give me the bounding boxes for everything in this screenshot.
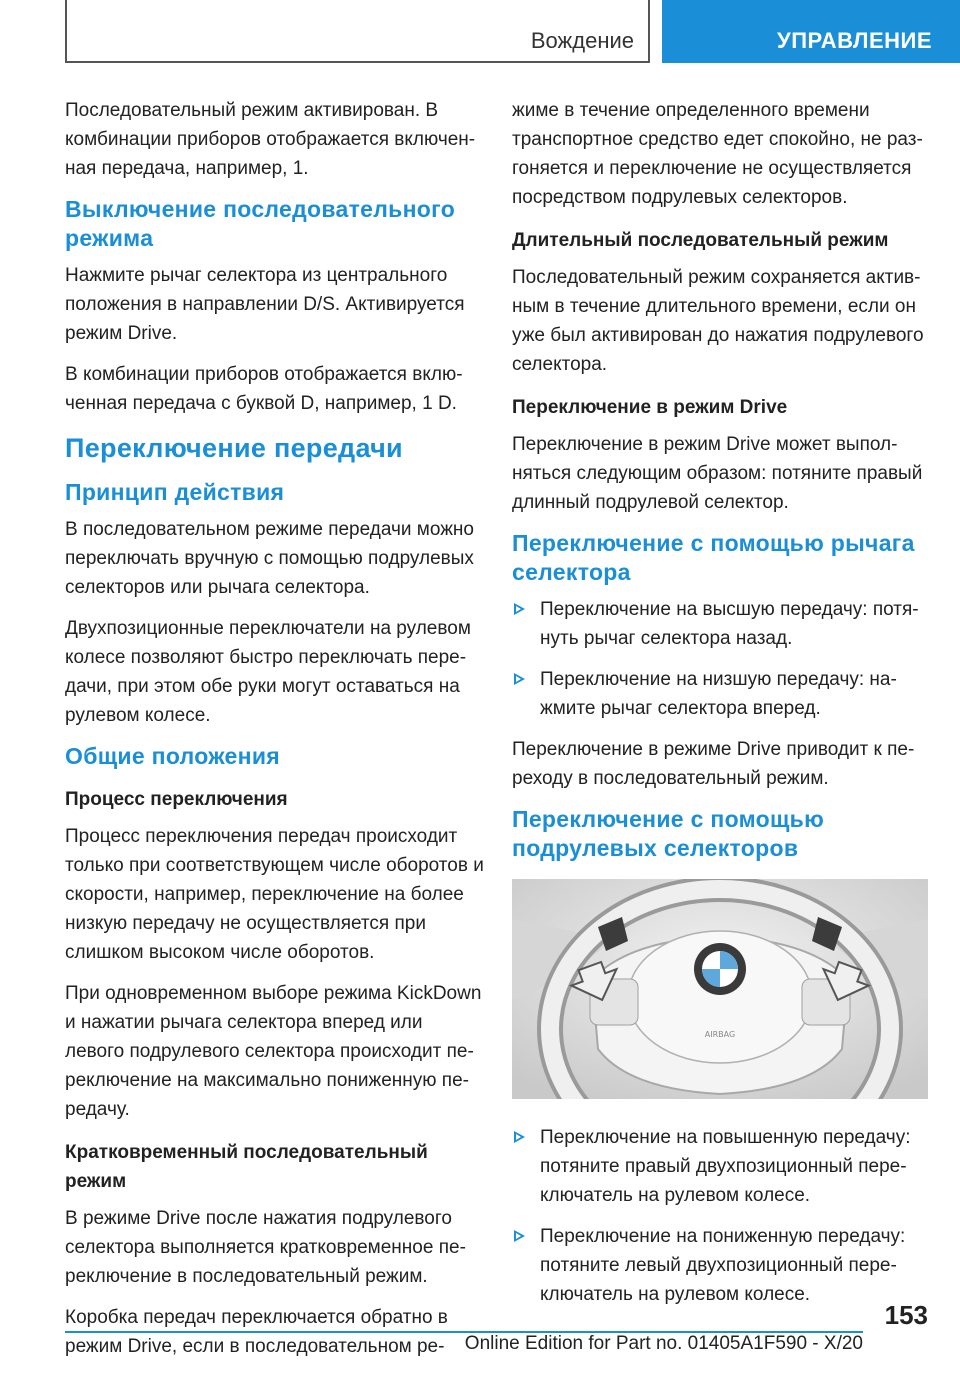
header-section-label: Вождение [530, 28, 634, 53]
paragraph: Коробка передач переключается обратно в режим Drive, если в последовательном ре- [65, 1307, 448, 1357]
steering-wheel-image [512, 879, 928, 1099]
list-item [512, 595, 930, 653]
triangle-bullet-icon [514, 603, 525, 615]
triangle-bullet-icon [514, 1230, 525, 1242]
list-item [512, 1222, 930, 1309]
list-item-text: Переключение на низшую передачу: нажмите рычаг селектора вперед. [540, 669, 897, 719]
footer-edition: Online Edition for Part no. 01405A1F590 - X/20 [464, 1333, 863, 1354]
airbag-label: AIRBAG [704, 1030, 736, 1039]
header-chapter-tab [662, 0, 960, 63]
paragraph: При одновременном выборе режима KickDown и нажатии рычага селектора вперед или левого подрулевого селектора происходит переключение на максимально пониженную передачу. [65, 983, 482, 1120]
paragraph: Последовательный режим активирован. В комбинации приборов отображается включенная передача, например, 1. [65, 100, 476, 179]
list-item [512, 665, 930, 723]
heading-drive-switch: Переключение в режим Drive [512, 397, 788, 418]
heading-process: Процесс переключения [65, 789, 288, 810]
heading-short-term: Кратковременный последовательный режим [65, 1142, 428, 1192]
paragraph: В последовательном режиме передачи можно переключать вручную с помощью подрулевых селекторов или рычага селектора. [65, 519, 474, 598]
triangle-bullet-icon [514, 673, 525, 685]
page-number: 153 [884, 1300, 928, 1330]
list-item-text: Переключение на пониженную передачу: потяните левый двухпозиционный переключатель на рулевом колесе. [540, 1226, 906, 1305]
heading-lever-shift: Переключение с помощью рычага селектора [512, 530, 915, 585]
header-section-tab [65, 0, 650, 63]
paragraph: Двухпозиционные переключатели на рулевом колесе позволяют быстро переключать передачи, при этом обе руки могут оставаться на рулевом колесе. [65, 618, 471, 726]
list-item [512, 1123, 930, 1210]
heading-sequential-off: Выключение последовательного режима [65, 196, 456, 251]
heading-gear-shift: Переключение передачи [65, 433, 403, 463]
lever-list [512, 595, 930, 723]
triangle-bullet-icon [514, 1131, 525, 1143]
paragraph: Нажмите рычаг селектора из центрального положения в направлении D/S. Активируется режим Drive. [65, 265, 465, 344]
left-column [65, 96, 485, 1373]
paragraph: Последовательный режим сохраняется активным в течение длительного времени, если он уже был активирован до нажатия подрулевого селектора. [512, 267, 924, 375]
paragraph: Переключение в режиме Drive приводит к переходу в последовательный режим. [512, 739, 915, 789]
paragraph: В режиме Drive после нажатия подрулевого селектора выполняется кратковременное переключение в последовательный режим. [65, 1208, 466, 1287]
heading-principle: Принцип действия [65, 479, 285, 505]
list-item-text: Переключение на высшую передачу: потянуть рычаг селектора назад. [540, 599, 919, 649]
steering-wheel-illustration [512, 879, 928, 1099]
list-item-text: Переключение на повышенную передачу: потяните правый двухпозиционный переключатель на рулевом колесе. [540, 1127, 911, 1206]
paddle-list [512, 1123, 930, 1309]
right-column [512, 96, 930, 1321]
heading-long-term: Длительный последовательный режим [512, 230, 889, 251]
paragraph: Процесс переключения передач происходит только при соответствующем числе оборотов и скорости, например, переключение на более низкую передачу не осуществляется при слишком высоком числе оборотов. [65, 826, 484, 963]
paragraph: жиме в течение определенного времени транспортное средство едет спокойно, не разгоняется и переключение не осуществляется посредством подрулевых селекторов. [512, 100, 923, 208]
heading-general: Общие положения [65, 743, 280, 769]
paragraph: В комбинации приборов отображается включенная передача с буквой D, например, 1 D. [65, 364, 463, 414]
heading-paddle-shift: Переключение с помощью подрулевых селекторов [512, 806, 825, 861]
header-chapter-label: УПРАВЛЕНИЕ [777, 28, 932, 53]
paragraph: Переключение в режим Drive может выполняться следующим образом: потяните правый длинный подрулевой селектор. [512, 434, 923, 513]
